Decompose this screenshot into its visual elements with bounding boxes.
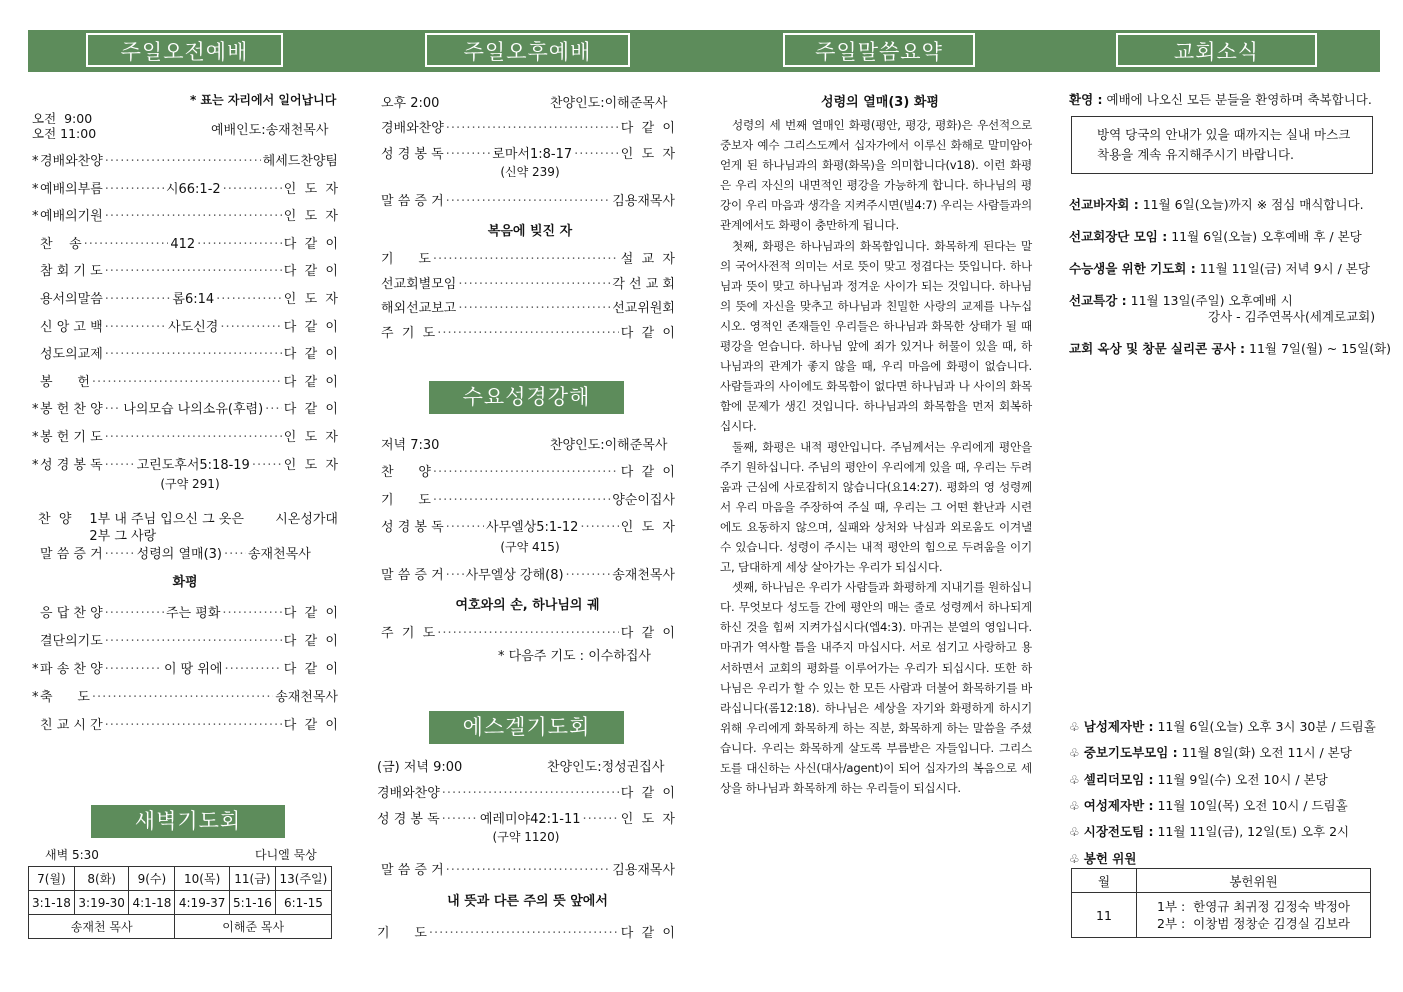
order-row: [381, 489, 675, 508]
order-label: 찬 양: [381, 465, 431, 480]
order-detail: 이 땅 위에: [163, 662, 223, 677]
welcome-text: 예배에 나오신 모든 분들을 환영하며 축복합니다.: [1102, 92, 1372, 107]
morning-leader: 예배인도:송재천목사: [211, 123, 329, 138]
meeting-item: [1069, 796, 1348, 814]
offering-committee-table: [1071, 868, 1371, 938]
afternoon-reading-hymn: (신약 239): [500, 165, 560, 179]
news-item-label: 수능생을 위한 기도회 :: [1069, 261, 1196, 276]
order-row: [381, 248, 675, 267]
wednesday-sermon-label: 말 씀 증 거: [381, 568, 444, 583]
news-item-label: 선교회장단 모임 :: [1069, 229, 1168, 244]
ezekiel-sermon-title: 내 뜻과 다른 주의 뜻 앞에서: [447, 894, 608, 909]
order-row: [32, 686, 338, 705]
dots: [105, 320, 166, 335]
order-label: 응 답 찬 양: [40, 606, 103, 621]
morning-sermon-row: [40, 543, 338, 562]
morning-time-1: 오전 9:00: [32, 111, 93, 126]
order-row: [32, 343, 338, 362]
dawn-days-row: [29, 867, 332, 891]
order-leader: 다 같 이: [620, 786, 675, 801]
dots: [429, 926, 619, 941]
wednesday-title: 수요성경강해: [429, 381, 624, 414]
order-row: [377, 782, 675, 801]
dawn-passages-row: [29, 891, 332, 915]
clover-icon: ♧: [1069, 772, 1080, 787]
dawn-passage: 5:1-16: [229, 891, 275, 915]
dots: [105, 182, 164, 197]
dots: [105, 634, 282, 649]
order-leader: 다 같 이: [283, 718, 338, 733]
meeting-item: [1069, 743, 1352, 761]
order-label: 파 송 찬 양: [40, 662, 103, 677]
order-label: 기 도: [381, 492, 431, 508]
order-row: [381, 273, 675, 292]
morning-sermon-subtitle: 화평: [172, 575, 198, 590]
wednesday-lords-prayer-label: 주 기 도: [381, 626, 436, 641]
order-leader: 다 같 이: [283, 402, 338, 418]
order-row: [32, 630, 338, 649]
welcome-label: 환영 :: [1069, 92, 1103, 107]
dawn-book: 다니엘 묵상: [255, 848, 317, 862]
order-label: 용서의말씀: [40, 292, 103, 307]
dots: [220, 320, 281, 335]
order-detail: 롬6:14: [172, 292, 215, 307]
afternoon-sermon-preacher: 김용재목사: [612, 194, 675, 209]
dots: [223, 182, 282, 197]
order-row: [32, 602, 338, 621]
order-row: [32, 178, 338, 197]
standing-star: *: [32, 430, 39, 445]
clover-icon: ♧: [1069, 720, 1080, 734]
news-item: [1069, 259, 1370, 277]
order-label: 봉 헌: [40, 374, 90, 390]
standing-star: *: [32, 662, 39, 677]
dots: [458, 301, 610, 316]
order-label: 봉 헌 기 도: [40, 430, 103, 445]
order-detail: 시66:1-2: [165, 181, 221, 197]
meeting-label: 봉헌 위원: [1083, 850, 1137, 866]
dots: [105, 430, 282, 445]
dawn-day: 11(금): [229, 867, 275, 891]
wednesday-sermon-title: 여호와의 손, 하나님의 궤: [455, 598, 600, 613]
sermon-paragraph: 첫째, 화평은 하나님과의 화목함입니다. 화목하게 된다는 말의 국어사전적 의미는 서로 뜻이 맞고 정겹다는 뜻입니다. 하나님과 뜻이 맞고 하나님과 정겨운 사이가 되는 것입니다. 하나님의 뜻에 자신을 맞추고 하나님과 친밀한 사랑의 교제를 나누십시오. 영적인 존재들인 우리들은 하나님과 화목한 상태가 될 때 평강을 얻습니다. 하나님 앞에 죄가 있거나 허물이 있을 때, 하나님과의 관계가 좋지 않을 때, 우리 마음에 화평이 없습니다. 사람들과의 사이에도 화목함이 없다면 하나님과 나 사이의 화목함에 문제가 생긴 것입니다. 하나님과의 화목함을 먼저 회복하십시다.: [720, 238, 1032, 434]
dots: [566, 568, 611, 583]
news-item: [1069, 195, 1364, 213]
lecturer-line: 강사 - 김주연목사(세계로교회): [1208, 309, 1376, 324]
sermon-summary-body: [720, 115, 1032, 798]
order-leader: 인 도 자: [283, 430, 338, 445]
clover-icon: ♧: [1069, 825, 1080, 840]
sermon-paragraph: 성령의 세 번째 열매인 화평(평안, 평강, 평화)은 우선적으로 중보자 예수 그리스도께서 십자가에서 이루신 화해로 말미암아 얻게 된 하나님과의 화평(화목)을 의미합니다(v18). 이런 화평은 우리 자신의 내면적인 평강을 가능하게 합니다. 하나님의 평강이 우리 마음과 생각을 지켜주시면(빌4:7) 우리는 사람들과의 관계에서도 화평이 충만하게 됩니다.: [720, 118, 1032, 233]
order-leader: 다 같 이: [283, 662, 339, 677]
order-leader: 인 도 자: [620, 812, 675, 827]
pledge-members: [1137, 893, 1371, 938]
meeting-label: 중보기도부모임 :: [1083, 745, 1178, 761]
order-row: [381, 297, 675, 316]
meeting-text: 11월 8일(화) 오전 11시 / 본당: [1177, 745, 1352, 761]
dots: [105, 606, 164, 621]
clover-icon: ♧: [1069, 851, 1080, 866]
meeting-label: 여성제자반 :: [1083, 797, 1154, 813]
dots: [433, 493, 610, 508]
order-label: 예배의기원: [40, 209, 103, 225]
pledge-month: 11: [1072, 893, 1137, 938]
header-afternoon-worship: 주일오후예배: [425, 33, 630, 67]
ezekiel-sermon-label: 말 씀 증 거: [381, 863, 444, 878]
afternoon-time: 오후 2:00: [381, 96, 440, 111]
special-song-line-1: 1부 내 주님 입으신 그 옷은: [89, 512, 244, 527]
clover-icon: ♧: [1069, 798, 1080, 813]
order-label: 경배와찬양: [381, 121, 444, 136]
dots: [197, 237, 282, 252]
clover-icon: ♧: [1069, 746, 1080, 761]
pledge-header-members: 봉헌위원: [1137, 869, 1371, 893]
news-item: [1069, 227, 1362, 245]
order-label: 선교회별모임: [381, 276, 457, 292]
sermon-summary-title: 성령의 열매(3) 화평: [821, 95, 939, 110]
order-label: 축 도: [40, 690, 90, 705]
dots: [224, 547, 246, 562]
order-label: 해외선교보고: [381, 301, 457, 316]
order-row: [32, 233, 338, 252]
order-detail: 사무엘상5:1-12: [486, 520, 579, 535]
wednesday-lords-prayer-right: 다 같 이: [620, 626, 675, 641]
wednesday-sermon-title-short: 사무엘상 강해(8): [465, 568, 564, 583]
repair-line: [1069, 339, 1391, 357]
order-label: 경배와찬양: [40, 154, 103, 169]
morning-sermon-preacher: 송재천목사: [247, 547, 311, 562]
standing-star: *: [32, 457, 39, 473]
order-leader: 다 같 이: [620, 121, 675, 136]
dawn-leader: 이해준 목사: [175, 915, 332, 939]
morning-sermon-title: 성령의 열매(3): [136, 547, 222, 562]
order-row: [32, 398, 338, 417]
order-label: 경배와찬양: [377, 786, 440, 801]
dawn-schedule-table: [28, 866, 332, 939]
order-leader: 인 도 자: [620, 147, 676, 162]
order-leader: 인 도 자: [283, 292, 338, 307]
morning-sermon-label: 말 씀 증 거: [40, 547, 103, 562]
standing-star: *: [32, 690, 39, 705]
ezekiel-prayer-label: 기 도: [377, 926, 427, 941]
dots: [222, 606, 281, 621]
header-sermon-summary: 주일말씀요약: [783, 33, 975, 67]
pledge-header-row: [1072, 869, 1371, 893]
order-detail: 사도신경: [168, 319, 219, 335]
order-row: [381, 516, 675, 535]
ezekiel-sermon-row: [381, 859, 675, 878]
dots: [446, 194, 611, 209]
order-leader: 설 교 자: [620, 252, 675, 267]
standing-star: *: [32, 154, 39, 169]
morning-time-2: 오전 11:00: [32, 126, 97, 141]
order-leader: 인 도 자: [620, 520, 675, 535]
meeting-text: 11월 6일(오늘) 오후 3시 30분 / 드림홀: [1153, 719, 1376, 734]
dots: [224, 662, 281, 677]
order-label: 신 앙 고 백: [40, 319, 103, 335]
dawn-time: 새벽 5:30: [45, 848, 99, 862]
wednesday-lords-prayer-row: [381, 622, 675, 641]
order-leader: 송재천목사: [275, 690, 338, 705]
next-week-prayer: * 다음주 기도 : 이수하집사: [498, 649, 651, 664]
order-leader: 각 선 교 회: [612, 276, 675, 292]
dawn-day: 8(화): [74, 867, 129, 891]
meeting-label: 셀리더모임 :: [1083, 771, 1154, 787]
wednesday-sermon-row: [381, 564, 675, 583]
news-item-label: 선교특강 :: [1069, 293, 1127, 308]
order-row: [32, 714, 338, 733]
order-row: [32, 371, 338, 390]
meeting-item: [1069, 822, 1349, 840]
dots: [105, 718, 282, 733]
meeting-label: 시장전도팀 :: [1083, 824, 1154, 840]
order-label: 봉 헌 찬 양: [40, 402, 103, 418]
order-label: 기 도: [381, 252, 431, 267]
order-label: 주 기 도: [381, 325, 436, 341]
order-detail: 로마서1:8-17: [492, 147, 573, 162]
order-leader: 양순이집사: [612, 492, 675, 508]
news-item-text: 11월 6일(오늘) 오후예배 후 / 본당: [1167, 229, 1362, 244]
order-leader: 다 같 이: [283, 374, 338, 390]
mask-notice-box: 방역 당국의 안내가 있을 때까지는 실내 마스크 착용을 계속 유지해주시기 바랍니다.: [1071, 116, 1373, 174]
meeting-item: [1069, 717, 1376, 735]
dawn-passage: 6:1-15: [275, 891, 331, 915]
order-row: [32, 658, 338, 677]
dots: [446, 568, 464, 583]
order-row: [381, 461, 675, 480]
dots: [105, 458, 135, 473]
order-row: [32, 316, 338, 335]
order-leader: 헤세드찬양팀: [262, 154, 338, 169]
ezekiel-prayer-row: [377, 922, 675, 941]
morning-reading-hymn: (구약 291): [160, 477, 220, 491]
standing-star: *: [32, 209, 39, 225]
dots: [458, 277, 610, 292]
order-row: [381, 143, 675, 162]
dots: [446, 520, 484, 535]
order-row: [32, 260, 338, 279]
afternoon-leader: 찬양인도:이해준목사: [550, 96, 668, 111]
dots: [433, 252, 619, 267]
order-label: 친 교 시 간: [40, 718, 103, 733]
news-item-text: 11월 6일(오늘)까지 ※ 점심 매식합니다.: [1138, 197, 1364, 212]
special-song-label: 찬 양: [38, 512, 72, 527]
morning-times: [32, 111, 96, 141]
standing-star: *: [32, 402, 39, 418]
order-detail: 412: [170, 236, 196, 252]
order-leader: 다 같 이: [283, 319, 338, 335]
dots: [105, 292, 171, 307]
dawn-day: 7(월): [29, 867, 75, 891]
special-song-choir: 시온성가대: [275, 512, 338, 527]
dots: [442, 812, 478, 827]
repair-label: 교회 옥상 및 창문 실리콘 공사 :: [1069, 341, 1246, 356]
order-row: [32, 205, 338, 224]
dots: [580, 520, 618, 535]
sermon-paragraph: 셋째, 하나님은 우리가 사람들과 화평하게 지내기를 원하십니다. 무엇보다 성도들 간에 평안의 매는 줄로 성령께서 하나되게 하신 것을 힘써 지켜가십시다(엡4:3). 마귀는 분열의 영입니다. 마귀가 역사할 틈을 내주지 마십시다. 서로 섬기고 사랑하고 용서하면서 교회의 평화를 이루어가는 우리가 되십시다. 또한 하나님은 우리가 할 수 있는 한 모든 사람과 더불어 화목하기를 바라십니다(롬12:18). 하나님은 세상을 자기와 화평하게 하시기 위해 우리에게 화목하게 하는 직분, 화목하게 하는 말씀을 주셨습니다. 우리는 화목하게 살도록 부름받은 자들입니다. 그리스도를 대신하는 사신(대사/agent)이 되어 십자가의 복음으로 세상을 하나님과 화목하게 하는 우리들이 되십시다.: [720, 580, 1032, 796]
dots: [105, 154, 261, 169]
wednesday-reading-hymn: (구약 415): [500, 540, 560, 554]
special-song-row: [38, 506, 338, 545]
dots: [252, 458, 282, 473]
meeting-item: [1069, 770, 1328, 788]
news-item-text: 11월 13일(주일) 오후예배 시: [1126, 293, 1293, 308]
wednesday-leader: 찬양인도:이해준목사: [550, 438, 668, 453]
dots: [216, 292, 282, 307]
order-label: 예배의부름: [40, 181, 103, 197]
header-church-news: 교회소식: [1116, 33, 1317, 67]
order-label: 성 경 봉 독: [377, 812, 440, 827]
ezekiel-leader: 찬양인도:정성권집사: [547, 760, 665, 775]
dawn-passage: 4:19-37: [175, 891, 230, 915]
ezekiel-prayer-right: 다 같 이: [620, 926, 675, 941]
dawn-passage: 3:1-18: [29, 891, 75, 915]
special-song-titles: [89, 511, 244, 545]
order-label: 성 경 봉 독: [381, 520, 444, 535]
repair-text: 11월 7일(월) ~ 15일(화): [1245, 341, 1392, 356]
dots: [583, 812, 619, 827]
order-row: [32, 454, 338, 473]
order-detail: 주는 평화: [166, 606, 221, 621]
order-row: [377, 808, 675, 827]
dawn-passage: 3:19-30: [74, 891, 129, 915]
order-row: [381, 322, 675, 341]
afternoon-sermon-row: [381, 190, 675, 209]
order-detail: 고린도후서5:18-19: [136, 457, 250, 473]
wednesday-time: 저녁 7:30: [381, 438, 440, 453]
order-leader: 다 같 이: [283, 347, 338, 363]
sermon-paragraph: 둘째, 화평은 내적 평안입니다. 주님께서는 우리에게 평안을 주기 원하십니다. 주님의 평안이 우리에게 있을 때, 우리는 두려움과 근심에 사로잡히지 않습니다(요14:27). 평화의 영 성령께서 우리 마음을 주장하여 주실 때, 우리는 그 어떤 환난과 시련에도 요동하지 않으며, 실패와 상처와 낙심과 외로움도 이겨낼 수 있습니다. 성령이 주시는 내적 평안의 힘으로 두려움을 이기고, 담대하게 세상 살아가는 우리가 되십시다.: [720, 439, 1032, 575]
dots: [105, 347, 282, 362]
order-row: [32, 426, 338, 445]
order-label: 성 경 봉 독: [381, 147, 444, 162]
dots: [446, 147, 491, 162]
pledge-line-2: 2부 : 이창범 정창순 김경실 김보라: [1157, 916, 1350, 931]
dots: [92, 690, 273, 705]
order-label: 결단의기도: [40, 634, 103, 649]
ezekiel-title: 에스겔기도회: [429, 711, 624, 744]
dots: [105, 209, 282, 224]
dots: [437, 626, 619, 641]
order-leader: 다 같 이: [283, 264, 338, 280]
order-leader: 다 같 이: [620, 325, 675, 341]
dots: [105, 547, 135, 562]
dawn-day: 10(목): [175, 867, 230, 891]
special-song-line-2: 2부 그 사랑: [89, 529, 157, 544]
order-leader: 다 같 이: [283, 236, 339, 252]
dots: [105, 264, 282, 279]
pledge-line-1: 1부 : 한영규 최귀정 김정숙 박정아: [1157, 899, 1350, 914]
dawn-leader: 송재천 목사: [29, 915, 175, 939]
dots: [433, 465, 619, 480]
header-morning-worship: 주일오전예배: [86, 33, 283, 67]
order-detail: 나의모습 나의소유(후렴): [123, 402, 264, 418]
meeting-text: 11월 9일(수) 오전 10시 / 본당: [1153, 771, 1328, 787]
order-leader: 선교위원회: [612, 301, 675, 316]
order-row: [32, 288, 338, 307]
dawn-prayer-title: 새벽기도회: [91, 805, 285, 838]
dawn-passage: 4:1-18: [129, 891, 175, 915]
meeting-label: 남성제자반 :: [1083, 719, 1154, 734]
standing-star: *: [32, 181, 39, 197]
dots: [105, 402, 122, 417]
ezekiel-reading-hymn: (구약 1120): [492, 830, 560, 844]
dots: [92, 375, 282, 390]
order-label: 성도의교제: [40, 347, 103, 363]
order-label: 찬 송: [40, 236, 82, 252]
order-label: 성 경 봉 독: [40, 457, 103, 473]
dots: [437, 326, 619, 341]
news-item-text: 11월 11일(금) 저녁 9시 / 본당: [1195, 261, 1370, 276]
news-item-label: 선교바자회 :: [1069, 197, 1139, 212]
dawn-leaders-row: [29, 915, 332, 939]
dawn-day: 9(수): [129, 867, 175, 891]
ezekiel-time: (금) 저녁 9:00: [377, 760, 463, 775]
meeting-text: 11월 11일(금), 12일(토) 오후 2시: [1153, 824, 1350, 840]
order-leader: 다 같 이: [283, 606, 339, 621]
welcome-line: [1069, 90, 1372, 108]
dots: [105, 662, 162, 677]
order-leader: 인 도 자: [283, 181, 339, 197]
order-row: [32, 150, 338, 169]
ezekiel-sermon-preacher: 김용재목사: [612, 863, 675, 878]
order-row: [381, 117, 675, 136]
order-leader: 인 도 자: [283, 209, 338, 225]
dots: [84, 237, 169, 252]
pledge-header-month: 월: [1072, 869, 1137, 893]
pledge-row: [1072, 893, 1371, 938]
dots: [446, 121, 619, 136]
order-detail: 예레미야42:1-11: [479, 812, 581, 827]
standing-note: * 표는 자리에서 일어납니다: [190, 93, 337, 107]
afternoon-sermon-label: 말 씀 증 거: [381, 194, 444, 209]
meeting-text: 11월 10일(목) 오전 10시 / 드림홀: [1153, 797, 1348, 813]
dawn-day: 13(주일): [275, 867, 331, 891]
dots: [446, 863, 611, 878]
dots: [574, 147, 619, 162]
dots: [442, 786, 619, 801]
order-leader: 인 도 자: [283, 457, 339, 473]
order-leader: 다 같 이: [620, 465, 675, 480]
dots: [265, 402, 282, 417]
order-leader: 다 같 이: [283, 634, 338, 649]
order-label: 참 회 기 도: [40, 264, 103, 280]
wednesday-sermon-preacher: 송재천목사: [612, 568, 675, 583]
meeting-item: [1069, 849, 1136, 867]
afternoon-sermon-title: 복음에 빚진 자: [487, 224, 573, 239]
